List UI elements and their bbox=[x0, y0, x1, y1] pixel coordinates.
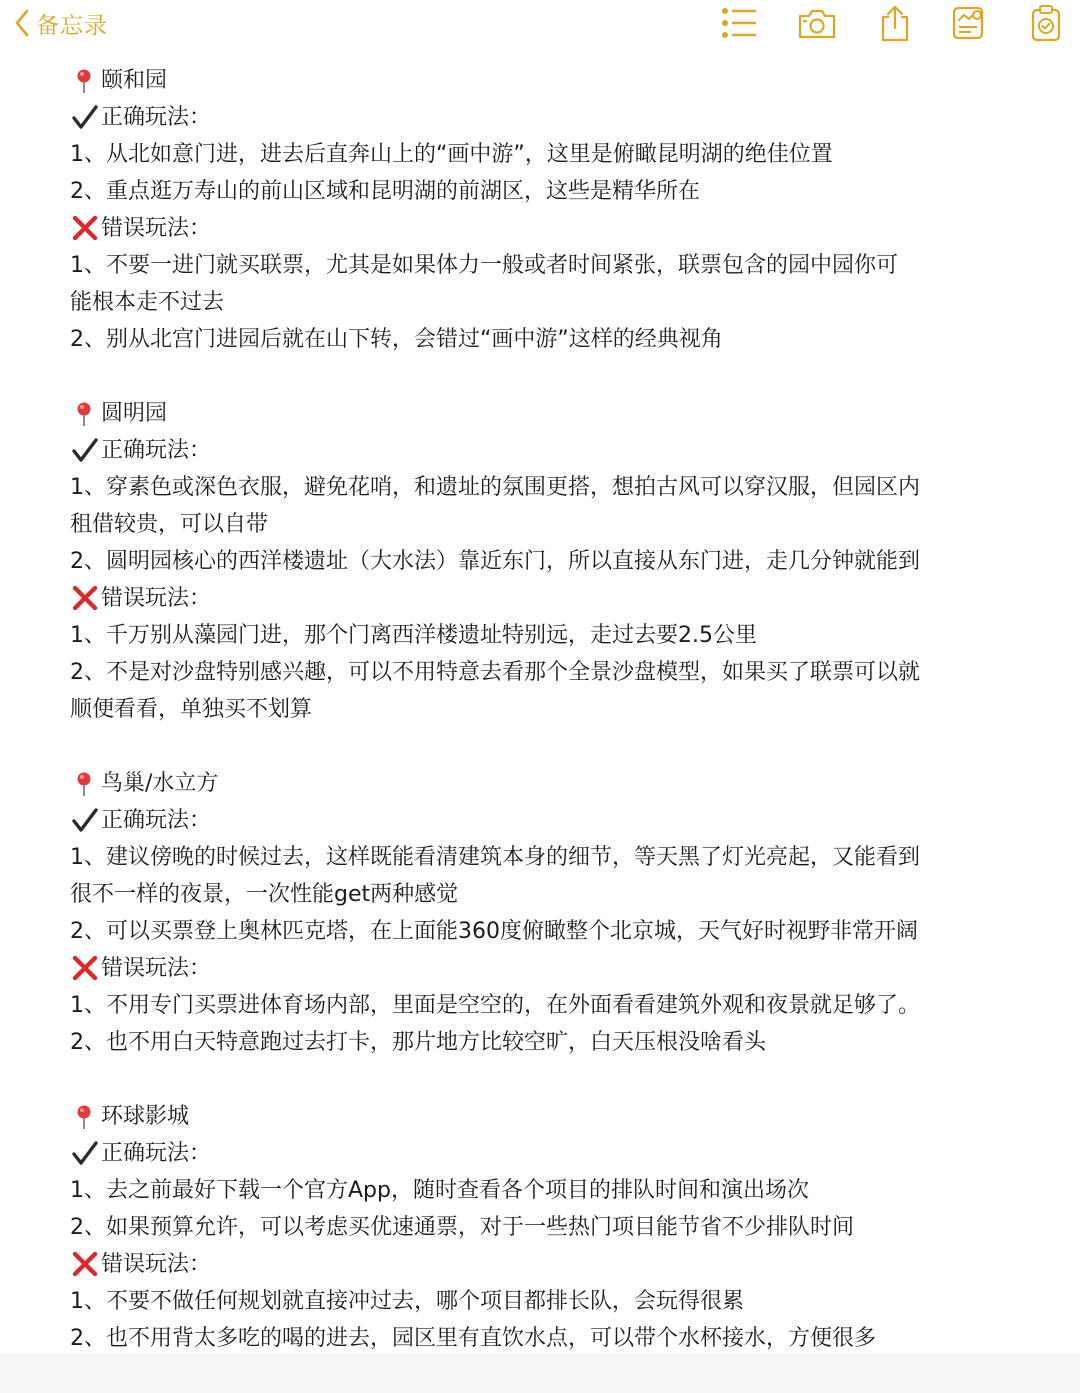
clipboard-button[interactable] bbox=[1026, 3, 1066, 43]
cross-mark-icon bbox=[72, 216, 98, 240]
chevron-left-icon bbox=[14, 8, 30, 38]
list-item: 1、不要一进门就买联票，尤其是如果体力一般或者时间紧张，联票包含的园中园你可 bbox=[70, 253, 898, 278]
check-mark-icon bbox=[72, 808, 98, 832]
list-item: 2、如果预算允许，可以考虑买优速通票，对于一些热门项目能节省不少排队时间 bbox=[70, 1215, 854, 1240]
note-body[interactable] bbox=[70, 62, 1020, 1357]
check-mark-icon bbox=[72, 1141, 98, 1165]
pushpin-icon bbox=[72, 68, 96, 94]
section-title: 圆明园 bbox=[70, 395, 1020, 432]
list-item: 顺便看看，单独买不划算 bbox=[70, 697, 313, 722]
correct-heading: 正确玩法： bbox=[70, 1135, 1020, 1172]
list-item: 2、可以买票登上奥林匹克塔，在上面能360度俯瞰整个北京城，天气好时视野非常开阔 bbox=[70, 919, 918, 944]
list-item: 2、别从北宫门进园后就在山下转，会错过“画中游”这样的经典视角 bbox=[70, 327, 723, 352]
list-item: 1、建议傍晚的时候过去，这样既能看清建筑本身的细节，等天黑了灯光亮起，又能看到 bbox=[70, 845, 920, 870]
share-button[interactable] bbox=[875, 3, 915, 43]
list-item: 1、穿素色或深色衣服，避免花哨，和遗址的氛围更搭，想拍古风可以穿汉服，但园区内 bbox=[70, 475, 920, 500]
list-item: 2、也不用背太多吃的喝的进去，园区里有直饮水点，可以带个水杯接水，方便很多 bbox=[70, 1326, 876, 1351]
list-item: 租借较贵，可以自带 bbox=[70, 512, 269, 537]
pushpin-icon bbox=[72, 401, 96, 427]
share-icon bbox=[879, 4, 911, 42]
checklist-button[interactable] bbox=[718, 3, 758, 43]
correct-heading: 正确玩法： bbox=[70, 802, 1020, 839]
check-mark-icon bbox=[72, 105, 98, 129]
markup-icon bbox=[951, 5, 987, 41]
list-item: 2、也不用白天特意跑过去打卡，那片地方比较空旷，白天压根没啥看头 bbox=[70, 1030, 766, 1055]
cross-mark-icon bbox=[72, 1252, 98, 1276]
section-title: 鸟巢/水立方 bbox=[70, 765, 1020, 802]
toolbar bbox=[0, 0, 1080, 50]
list-item: 1、从北如意门进，进去后直奔山上的“画中游”，这里是俯瞰昆明湖的绝佳位置 bbox=[70, 142, 833, 167]
camera-icon bbox=[797, 6, 837, 40]
cross-mark-icon bbox=[72, 586, 98, 610]
correct-heading: 正确玩法： bbox=[70, 99, 1020, 136]
list-item: 2、重点逛万寿山的前山区域和昆明湖的前湖区，这些是精华所在 bbox=[70, 179, 700, 204]
back-label: 备忘录 bbox=[36, 12, 108, 39]
section-title: 颐和园 bbox=[70, 62, 1020, 99]
clipboard-check-icon bbox=[1030, 4, 1062, 42]
list-item: 1、不要不做任何规划就直接冲过去，哪个项目都排长队，会玩得很累 bbox=[70, 1289, 744, 1314]
list-item: 2、不是对沙盘特别感兴趣，可以不用特意去看那个全景沙盘模型，如果买了联票可以就 bbox=[70, 660, 920, 685]
back-button[interactable] bbox=[14, 6, 108, 40]
wrong-heading: 错误玩法： bbox=[70, 1246, 1020, 1283]
list-item: 2、圆明园核心的西洋楼遗址（大水法）靠近东门，所以直接从东门进，走几分钟就能到 bbox=[70, 549, 920, 574]
list-item: 1、千万别从藻园门进，那个门离西洋楼遗址特别远，走过去要2.5公里 bbox=[70, 623, 757, 648]
camera-button[interactable] bbox=[797, 3, 837, 43]
bottom-bar bbox=[0, 1353, 1080, 1393]
cross-mark-icon bbox=[72, 956, 98, 980]
wrong-heading: 错误玩法： bbox=[70, 210, 1020, 247]
list-item: 1、不用专门买票进体育场内部，里面是空空的，在外面看看建筑外观和夜景就足够了。 bbox=[70, 993, 920, 1018]
markup-button[interactable] bbox=[949, 3, 989, 43]
list-item: 能根本走不过去 bbox=[70, 290, 225, 315]
pushpin-icon bbox=[72, 1104, 96, 1130]
check-mark-icon bbox=[72, 438, 98, 462]
correct-heading: 正确玩法： bbox=[70, 432, 1020, 469]
list-item: 1、去之前最好下载一个官方App，随时查看各个项目的排队时间和演出场次 bbox=[70, 1178, 809, 1203]
checklist-icon bbox=[719, 5, 757, 41]
wrong-heading: 错误玩法： bbox=[70, 580, 1020, 617]
wrong-heading: 错误玩法： bbox=[70, 950, 1020, 987]
list-item: 很不一样的夜景，一次性能get两种感觉 bbox=[70, 882, 459, 907]
section-title: 环球影城 bbox=[70, 1098, 1020, 1135]
pushpin-icon bbox=[72, 771, 96, 797]
